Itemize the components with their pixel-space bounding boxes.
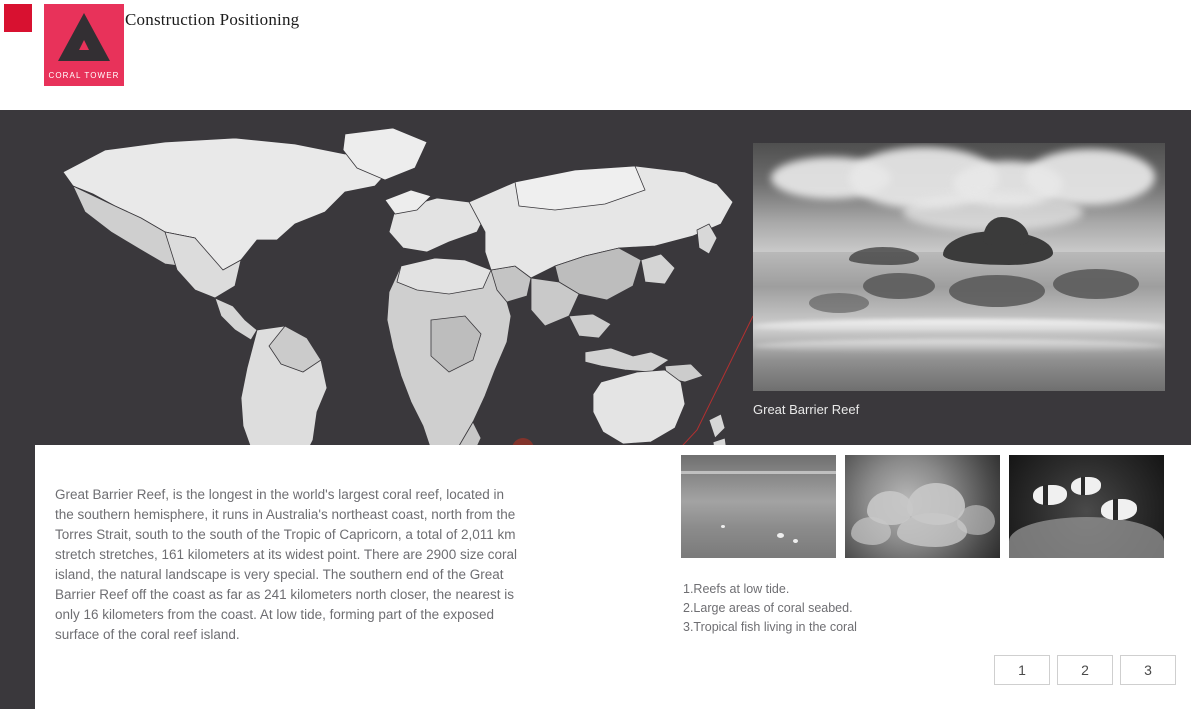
thumb1-bg: [681, 455, 836, 558]
legend-item-3: 3.Tropical fish living in the coral: [683, 620, 857, 634]
article-body: Great Barrier Reef, is the longest in the world's largest coral reef, located in the southern hemisphere, it runs in Australia's northeast coast, north from the Torres Strait, south to the south of the Tropic of Capricorn, a total of 2,011 km stretch stretches, 161 kilometers at its widest point. There are 2900 size coral island, the natural landscape is very special. The southern end of the Great Barrier Reef off the coast as far as 241 kilometers north closer, the nearest is only 16 kilometers from the coast. At low tide, forming part of the exposed surface of the coral reef island.: [55, 486, 517, 642]
left-dark-rail: [0, 110, 35, 709]
fish-stripe: [1113, 499, 1118, 520]
hero-photo[interactable]: [753, 143, 1165, 391]
speck-shape: [793, 539, 798, 543]
pagination: [994, 655, 1176, 685]
fish-shape: [1071, 477, 1101, 495]
fish-shape: [1033, 485, 1067, 505]
speck-shape: [721, 525, 725, 528]
legend-item-1: 1.Reefs at low tide.: [683, 582, 790, 596]
legend-item-2: 2.Large areas of coral seabed.: [683, 601, 853, 615]
coral-shape: [851, 517, 891, 545]
page-button-1[interactable]: 1: [994, 655, 1050, 685]
hero-caption: Great Barrier Reef: [753, 402, 860, 417]
coral-mark-icon: ▲: [75, 35, 93, 54]
page-button-2[interactable]: 2: [1057, 655, 1113, 685]
left-rail-top: [0, 0, 35, 110]
surf-line: [753, 319, 1165, 333]
reef-shape: [863, 273, 935, 299]
anemone-shape: [1009, 517, 1164, 558]
reef-shape: [1053, 269, 1139, 299]
surf-line: [753, 339, 1165, 353]
thumb-reefs-at-low-tide[interactable]: [681, 455, 836, 558]
world-map-svg: [45, 120, 760, 445]
thumbnail-strip: [681, 455, 1176, 558]
fish-shape: [1101, 499, 1137, 520]
fish-stripe: [1043, 485, 1048, 505]
speck-shape: [777, 533, 784, 538]
thumb-tropical-fish[interactable]: [1009, 455, 1164, 558]
content-area: [35, 445, 1191, 709]
page-header: [35, 0, 1191, 111]
island-shape: [849, 247, 919, 265]
logo-text: CORAL TOWER: [48, 71, 120, 80]
reef-shape: [809, 293, 869, 313]
page-button-3[interactable]: 3: [1120, 655, 1176, 685]
thumb1-horizon: [681, 471, 836, 474]
page-title: Construction Positioning: [125, 10, 300, 29]
thumb-coral-seabed[interactable]: [845, 455, 1000, 558]
coral-shape: [957, 505, 995, 535]
logo[interactable]: [44, 4, 124, 86]
thumbnail-legend: [683, 580, 857, 637]
world-map[interactable]: [45, 120, 760, 445]
reef-shape: [949, 275, 1045, 307]
world-map-panel: [35, 110, 1191, 445]
accent-square: [4, 4, 32, 32]
fish-stripe: [1081, 477, 1085, 495]
